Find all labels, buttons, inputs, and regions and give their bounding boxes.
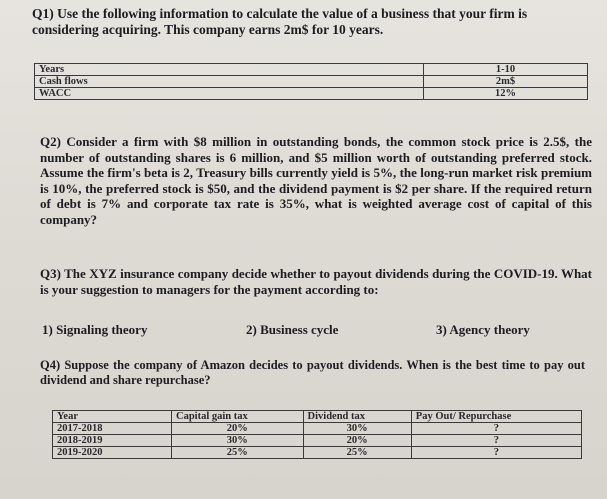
q1-table [34,63,588,100]
option-agency-theory: 3) Agency theory [436,322,530,337]
column-header: Pay Out/ Repurchase [411,411,581,423]
table-row [53,435,582,447]
table-cell: 2018-2019 [53,435,172,447]
table-cell: 30% [303,423,411,435]
table-cell: ? [411,447,581,459]
table-row [35,64,588,76]
table-cell: 20% [303,435,411,447]
question-1-text: Q1) Use the following information to calculate the value of a business that your firm is considering acquiring. This company earns 2m$ for 10 years. [32,6,528,37]
table-cell: 20% [172,423,304,435]
table-cell: ? [411,435,581,447]
option-signaling-theory: 1) Signaling theory [42,322,148,337]
table-cell: Years [35,64,424,76]
table-cell: 1-10 [424,64,588,76]
table-cell: 2019-2020 [53,447,172,459]
question-4-text: Q4) Suppose the company of Amazon decides to payout dividends. When is the best time to pay out dividend and share repurchase? [40,358,585,387]
question-3-text: Q3) The XYZ insurance company decide whether to payout dividends during the COVID-19. What is your suggestion to managers for the payment according to: [40,266,592,297]
option-business-cycle: 2) Business cycle [246,322,339,337]
table-row [35,88,588,100]
column-header: Dividend tax [303,411,411,423]
table-cell: Cash flows [35,76,424,88]
table-cell: ? [411,423,581,435]
table-cell: 2017-2018 [53,423,172,435]
table-cell: 30% [172,435,304,447]
q4-table [52,410,582,459]
table-row [35,76,588,88]
table-cell: 2m$ [424,76,588,88]
column-header: Capital gain tax [172,411,304,423]
table-cell: 25% [172,447,304,459]
table-cell: WACC [35,88,424,100]
table-row [53,423,582,435]
table-header-row [53,411,582,423]
table-cell: 12% [424,88,588,100]
table-cell: 25% [303,447,411,459]
question-2-text: Q2) Consider a firm with $8 million in outstanding bonds, the common stock price is 2.5$, the number of outstanding shares is 6 million, and $5 million worth of outstanding preferred stock. Assume the firm's beta is 2, Treasury bills currently yield is 5%, the long-run market risk premium is 10%, the preferred stock is $50, and the dividend payment is $2 per share. If the required return of debt is 7% and corporate tax rate is 35%, what is weighted average cost of capital of this company? [40,134,592,227]
table-row [53,447,582,459]
column-header: Year [53,411,172,423]
